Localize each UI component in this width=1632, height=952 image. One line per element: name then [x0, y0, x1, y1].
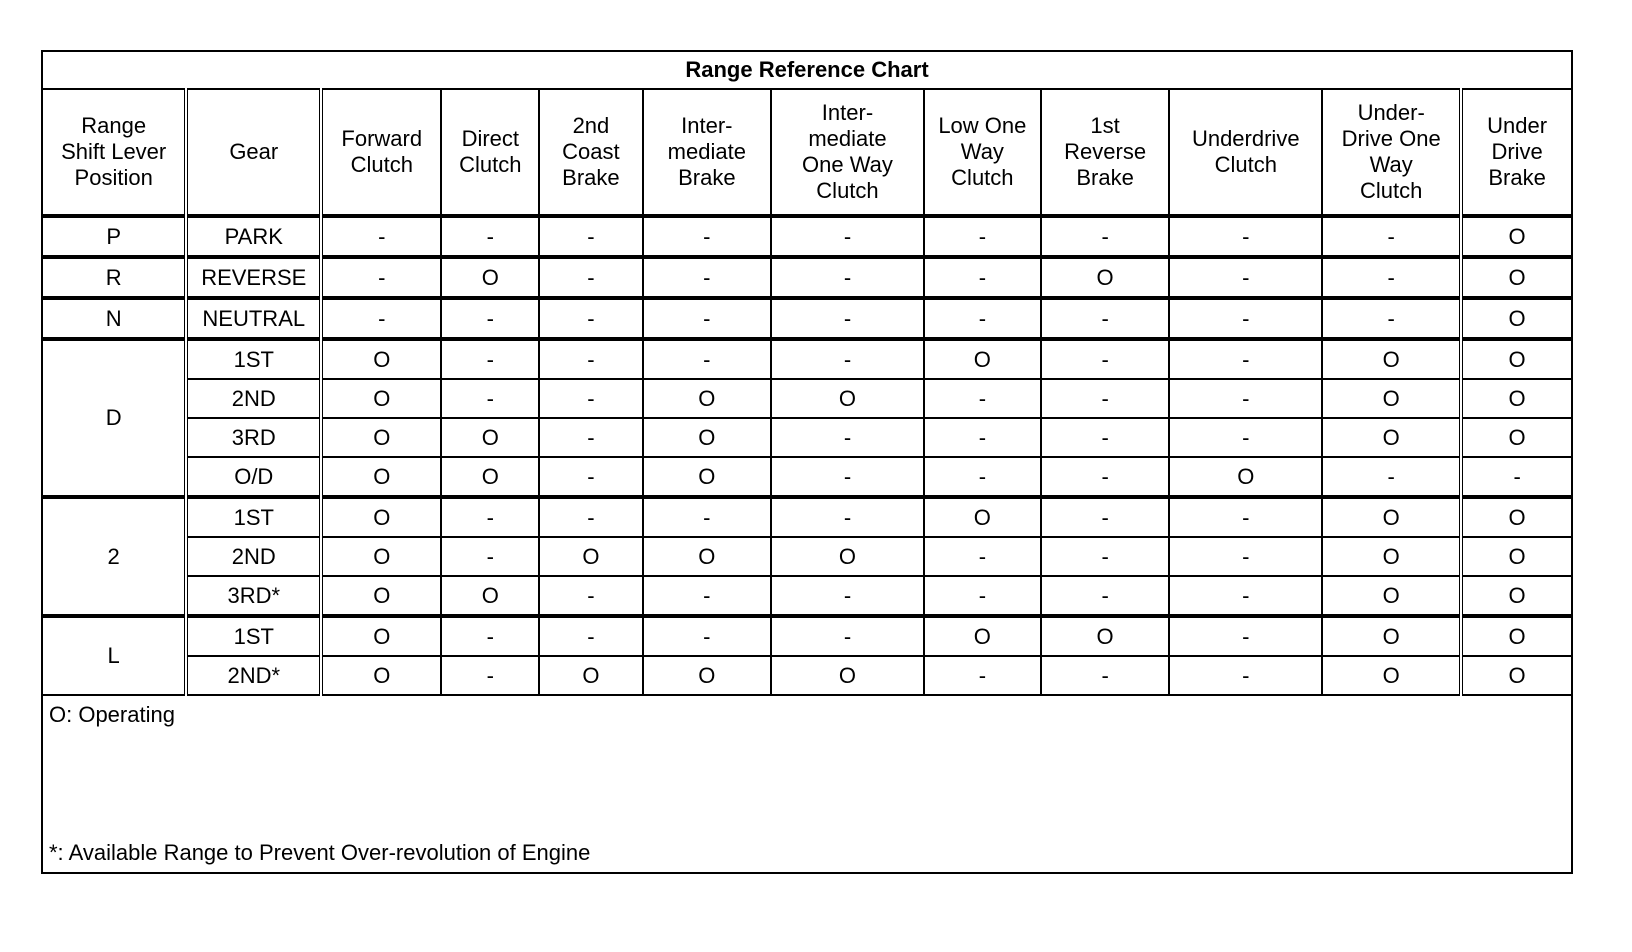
column-header-line: Under-	[1357, 100, 1425, 125]
status-cell: O	[321, 418, 441, 457]
column-header	[924, 89, 1041, 216]
status-cell: -	[771, 216, 924, 257]
status-cell: -	[1169, 656, 1322, 695]
status-cell: O	[321, 339, 441, 379]
status-cell: O	[643, 656, 772, 695]
table-row	[42, 298, 1572, 339]
table-title: Range Reference Chart	[42, 51, 1572, 89]
status-cell: -	[1169, 616, 1322, 656]
status-cell: O	[924, 616, 1041, 656]
status-cell: -	[1041, 457, 1170, 497]
status-cell: -	[441, 497, 539, 537]
status-cell: -	[924, 257, 1041, 298]
status-cell: -	[771, 298, 924, 339]
status-cell: -	[643, 216, 772, 257]
status-cell: -	[1169, 537, 1322, 576]
status-cell: -	[1169, 379, 1322, 418]
column-header-line: Way	[960, 139, 1004, 164]
status-cell: -	[1169, 418, 1322, 457]
status-cell: -	[1169, 497, 1322, 537]
status-cell: -	[539, 257, 642, 298]
column-header-line: Position	[74, 165, 153, 190]
status-cell: -	[539, 616, 642, 656]
column-header	[321, 89, 441, 216]
status-cell: -	[441, 298, 539, 339]
status-cell: O	[1041, 257, 1170, 298]
status-cell: -	[321, 257, 441, 298]
range-position-cell: P	[42, 216, 186, 257]
column-header	[1322, 89, 1461, 216]
column-header-line: Clutch	[1214, 152, 1277, 177]
table-row	[42, 257, 1572, 298]
status-cell: -	[924, 418, 1041, 457]
column-header-line: Shift Lever	[61, 139, 167, 164]
status-cell: O	[321, 457, 441, 497]
gear-cell: NEUTRAL	[186, 298, 321, 339]
range-position-cell: D	[42, 339, 186, 497]
column-header-line: Under	[1487, 113, 1548, 138]
column-header-line: 1st	[1090, 113, 1120, 138]
status-cell: O	[1322, 418, 1461, 457]
status-cell: -	[441, 537, 539, 576]
column-header-line: Brake	[1488, 165, 1546, 190]
status-cell: -	[539, 339, 642, 379]
column-header-line: Drive	[1491, 139, 1543, 164]
table-body	[42, 216, 1572, 695]
column-header-line: Underdrive	[1191, 126, 1300, 151]
table-row	[42, 379, 1572, 418]
column-header	[643, 89, 772, 216]
status-cell: -	[1461, 457, 1572, 497]
note-asterisk: *: Available Range to Prevent Over-revolution of Engine	[49, 840, 591, 865]
gear-cell: 2ND*	[186, 656, 321, 695]
status-cell: -	[924, 576, 1041, 616]
status-cell: O	[441, 576, 539, 616]
notes-section	[42, 695, 1572, 873]
gear-cell: PARK	[186, 216, 321, 257]
range-position-cell: L	[42, 616, 186, 695]
status-cell: -	[1322, 298, 1461, 339]
status-cell: -	[539, 379, 642, 418]
status-cell: O	[321, 379, 441, 418]
column-header-line: Inter-	[821, 100, 874, 125]
status-cell: -	[924, 656, 1041, 695]
status-cell: O	[441, 418, 539, 457]
status-cell: O	[321, 656, 441, 695]
status-cell: -	[321, 216, 441, 257]
status-cell: O	[441, 457, 539, 497]
status-cell: O	[643, 537, 772, 576]
status-cell: -	[771, 257, 924, 298]
table-row	[42, 216, 1572, 257]
status-cell: -	[1041, 497, 1170, 537]
column-header-line: mediate	[808, 126, 887, 151]
status-cell: -	[1322, 457, 1461, 497]
status-cell: -	[1041, 216, 1170, 257]
column-header	[771, 89, 924, 216]
column-header-line: 2nd	[572, 113, 610, 138]
status-cell: -	[441, 216, 539, 257]
status-cell: -	[539, 216, 642, 257]
status-cell: O	[321, 576, 441, 616]
status-cell: -	[924, 457, 1041, 497]
status-cell: -	[643, 497, 772, 537]
status-cell: O	[1461, 257, 1572, 298]
status-cell: -	[1041, 298, 1170, 339]
status-cell: O	[1322, 379, 1461, 418]
status-cell: -	[441, 339, 539, 379]
status-cell: O	[1461, 216, 1572, 257]
column-header-line: Coast	[562, 139, 620, 164]
status-cell: -	[643, 576, 772, 616]
column-header-line: mediate	[667, 139, 746, 164]
status-cell: O	[1322, 616, 1461, 656]
status-cell: -	[441, 656, 539, 695]
status-cell: -	[539, 576, 642, 616]
status-cell: -	[924, 216, 1041, 257]
status-cell: O	[1322, 576, 1461, 616]
status-cell: O	[1461, 656, 1572, 695]
status-cell: -	[924, 379, 1041, 418]
status-cell: O	[643, 418, 772, 457]
column-header-line: Inter-	[681, 113, 733, 138]
gear-cell: 3RD	[186, 418, 321, 457]
table-row	[42, 457, 1572, 497]
status-cell: -	[441, 616, 539, 656]
status-cell: -	[771, 418, 924, 457]
status-cell: -	[539, 298, 642, 339]
column-header-line: Clutch	[459, 152, 522, 177]
status-cell: -	[1322, 216, 1461, 257]
status-cell: O	[924, 497, 1041, 537]
status-cell: -	[924, 298, 1041, 339]
status-cell: O	[1322, 339, 1461, 379]
status-cell: O	[1461, 537, 1572, 576]
status-cell: O	[539, 656, 642, 695]
status-cell: -	[643, 616, 772, 656]
status-cell: -	[441, 379, 539, 418]
range-position-cell: R	[42, 257, 186, 298]
gear-cell: 3RD*	[186, 576, 321, 616]
status-cell: O	[321, 537, 441, 576]
status-cell: -	[1322, 257, 1461, 298]
status-cell: O	[539, 537, 642, 576]
column-header-line: Clutch	[816, 178, 879, 203]
status-cell: -	[771, 457, 924, 497]
column-header-line: One Way	[802, 152, 893, 177]
status-cell: -	[1041, 339, 1170, 379]
status-cell: -	[643, 298, 772, 339]
status-cell: -	[1169, 216, 1322, 257]
status-cell: O	[1041, 616, 1170, 656]
status-cell: -	[1041, 576, 1170, 616]
status-cell: -	[771, 497, 924, 537]
status-cell: -	[321, 298, 441, 339]
gear-cell: REVERSE	[186, 257, 321, 298]
status-cell: -	[771, 339, 924, 379]
status-cell: -	[539, 457, 642, 497]
column-header-line: Range	[81, 113, 147, 138]
status-cell: O	[321, 616, 441, 656]
column-header-line: Clutch	[350, 152, 413, 177]
status-cell: O	[771, 537, 924, 576]
column-header-line: Clutch	[951, 165, 1014, 190]
status-cell: O	[1322, 497, 1461, 537]
status-cell: O	[441, 257, 539, 298]
status-cell: O	[1461, 616, 1572, 656]
range-reference-table	[41, 50, 1573, 874]
status-cell: -	[1041, 537, 1170, 576]
status-cell: O	[1461, 576, 1572, 616]
column-header-line: Forward	[341, 126, 423, 151]
status-cell: O	[771, 656, 924, 695]
status-cell: O	[771, 379, 924, 418]
column-header-line: Drive One	[1341, 126, 1441, 151]
gear-cell: 2ND	[186, 379, 321, 418]
column-header-line: Brake	[678, 165, 736, 190]
column-header	[186, 89, 321, 216]
status-cell: -	[1169, 298, 1322, 339]
status-cell: -	[539, 497, 642, 537]
table-row	[42, 339, 1572, 379]
status-cell: O	[1322, 537, 1461, 576]
status-cell: -	[1169, 576, 1322, 616]
status-cell: -	[1041, 379, 1170, 418]
status-cell: -	[539, 418, 642, 457]
status-cell: -	[771, 616, 924, 656]
column-header-line: Brake	[1076, 165, 1134, 190]
status-cell: -	[1041, 656, 1170, 695]
status-cell: -	[1041, 418, 1170, 457]
status-cell: -	[643, 339, 772, 379]
table-row	[42, 418, 1572, 457]
gear-cell: 1ST	[186, 339, 321, 379]
column-header-line: Direct	[461, 126, 520, 151]
column-header-line: Low One	[938, 113, 1027, 138]
column-header	[441, 89, 539, 216]
column-header	[1041, 89, 1170, 216]
column-header-row	[42, 89, 1572, 216]
status-cell: O	[1461, 497, 1572, 537]
status-cell: -	[1169, 257, 1322, 298]
table-row	[42, 537, 1572, 576]
status-cell: O	[1322, 656, 1461, 695]
status-cell: -	[1169, 339, 1322, 379]
column-header-line: Reverse	[1064, 139, 1147, 164]
column-header-line: Brake	[562, 165, 620, 190]
table-row	[42, 497, 1572, 537]
table-row	[42, 616, 1572, 656]
status-cell: -	[771, 576, 924, 616]
column-header-line: Gear	[229, 139, 279, 164]
column-header	[42, 89, 186, 216]
gear-cell: 2ND	[186, 537, 321, 576]
status-cell: -	[924, 537, 1041, 576]
status-cell: O	[321, 497, 441, 537]
table-row	[42, 656, 1572, 695]
column-header-line: Way	[1369, 152, 1413, 177]
column-header-line: Clutch	[1360, 178, 1423, 203]
status-cell: O	[643, 379, 772, 418]
note-operating: O: Operating	[49, 702, 175, 727]
status-cell: O	[1461, 418, 1572, 457]
status-cell: O	[1461, 298, 1572, 339]
table-row	[42, 576, 1572, 616]
gear-cell: 1ST	[186, 616, 321, 656]
range-position-cell: N	[42, 298, 186, 339]
status-cell: O	[1461, 379, 1572, 418]
status-cell: O	[924, 339, 1041, 379]
range-position-cell: 2	[42, 497, 186, 616]
status-cell: O	[643, 457, 772, 497]
status-cell: O	[1461, 339, 1572, 379]
column-header	[539, 89, 642, 216]
status-cell: -	[643, 257, 772, 298]
gear-cell: 1ST	[186, 497, 321, 537]
status-cell: O	[1169, 457, 1322, 497]
column-header	[1169, 89, 1322, 216]
gear-cell: O/D	[186, 457, 321, 497]
column-header	[1461, 89, 1572, 216]
